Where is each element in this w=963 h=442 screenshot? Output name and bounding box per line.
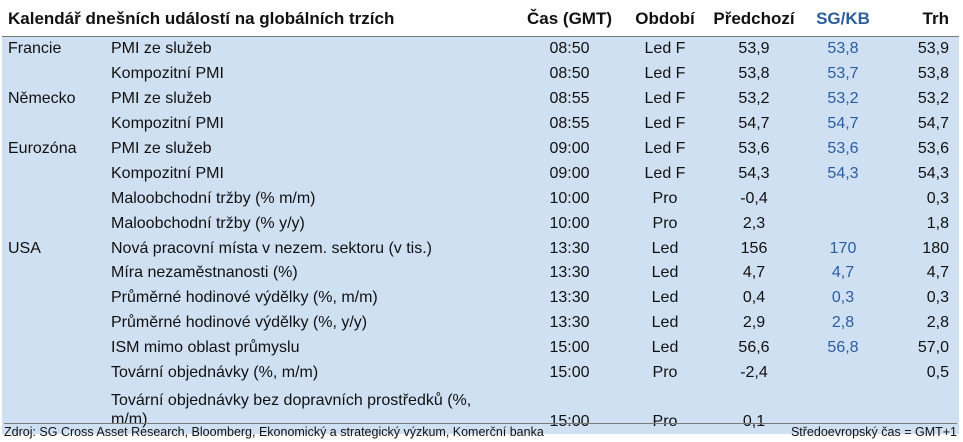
table-row xyxy=(2,236,959,261)
table-row xyxy=(2,37,959,62)
header-time: Čas (GMT) xyxy=(514,2,625,37)
table-row xyxy=(2,62,959,87)
previous-cell: 0,4 xyxy=(705,286,803,311)
country-cell xyxy=(2,112,105,137)
country-cell: USA xyxy=(2,236,105,261)
footer xyxy=(4,423,957,442)
period-cell: Led F xyxy=(625,87,705,112)
timezone-note: Středoevropský čas = GMT+1 xyxy=(790,425,957,439)
indicator-cell: Průměrné hodinové výdělky (%, m/m) xyxy=(105,286,514,311)
time-cell: 09:00 xyxy=(514,137,625,162)
sgkb-forecast-cell: 54,3 xyxy=(803,161,883,186)
table-row xyxy=(2,336,959,361)
period-cell: Led F xyxy=(625,62,705,87)
calendar-panel xyxy=(2,2,959,431)
period-cell: Led xyxy=(625,286,705,311)
time-cell: 08:50 xyxy=(514,62,625,87)
sgkb-forecast-cell: 53,2 xyxy=(803,87,883,112)
period-cell: Led xyxy=(625,236,705,261)
indicator-cell: Tovární objednávky (%, m/m) xyxy=(105,361,514,386)
period-cell: Led xyxy=(625,261,705,286)
previous-cell: -0,4 xyxy=(705,186,803,211)
time-cell: 08:50 xyxy=(514,37,625,62)
previous-cell: 54,7 xyxy=(705,112,803,137)
indicator-cell: PMI ze služeb xyxy=(105,137,514,162)
sgkb-forecast-cell xyxy=(803,361,883,386)
table-row xyxy=(2,137,959,162)
time-cell: 08:55 xyxy=(514,112,625,137)
period-cell: Led F xyxy=(625,37,705,62)
header-period: Období xyxy=(625,2,705,37)
country-cell xyxy=(2,336,105,361)
period-cell: Pro xyxy=(625,361,705,386)
sgkb-forecast-cell: 170 xyxy=(803,236,883,261)
header-market: Trh xyxy=(883,2,959,37)
period-cell: Pro xyxy=(625,211,705,236)
country-cell xyxy=(2,62,105,87)
country-cell xyxy=(2,261,105,286)
period-cell: Led xyxy=(625,311,705,336)
sgkb-forecast-cell xyxy=(803,186,883,211)
table-title: Kalendář dnešních událostí na globálních trzích xyxy=(2,2,514,37)
country-cell: Německo xyxy=(2,87,105,112)
market-forecast-cell: 53,9 xyxy=(883,37,959,62)
events-table xyxy=(2,2,959,434)
previous-cell: 53,2 xyxy=(705,87,803,112)
table-row xyxy=(2,87,959,112)
indicator-cell: Kompozitní PMI xyxy=(105,161,514,186)
market-forecast-cell: 180 xyxy=(883,236,959,261)
previous-cell: 54,3 xyxy=(705,161,803,186)
header-row xyxy=(2,2,959,37)
indicator-cell: Kompozitní PMI xyxy=(105,112,514,137)
market-forecast-cell: 53,6 xyxy=(883,137,959,162)
time-cell: 13:30 xyxy=(514,286,625,311)
market-forecast-cell: 54,3 xyxy=(883,161,959,186)
table-row xyxy=(2,286,959,311)
indicator-cell: Maloobchodní tržby (% m/m) xyxy=(105,186,514,211)
market-forecast-cell: 53,2 xyxy=(883,87,959,112)
country-cell: Francie xyxy=(2,37,105,62)
sgkb-forecast-cell xyxy=(803,211,883,236)
indicator-cell: Maloobchodní tržby (% y/y) xyxy=(105,211,514,236)
indicator-cell: ISM mimo oblast průmyslu xyxy=(105,336,514,361)
country-cell xyxy=(2,161,105,186)
period-cell: Led xyxy=(625,336,705,361)
indicator-cell: PMI ze služeb xyxy=(105,87,514,112)
sgkb-forecast-cell: 53,7 xyxy=(803,62,883,87)
sgkb-forecast-cell: 0,3 xyxy=(803,286,883,311)
indicator-cell: Míra nezaměstnanosti (%) xyxy=(105,261,514,286)
previous-cell: 2,3 xyxy=(705,211,803,236)
indicator-cell: PMI ze služeb xyxy=(105,37,514,62)
header-sgkb: SG/KB xyxy=(803,2,883,37)
time-cell: 15:00 xyxy=(514,336,625,361)
source-note: Zdroj: SG Cross Asset Research, Bloomberg, Ekonomický a strategický výzkum, Komerční banka xyxy=(4,425,544,439)
market-forecast-cell: 0,3 xyxy=(883,186,959,211)
previous-cell: 53,9 xyxy=(705,37,803,62)
time-cell: 09:00 xyxy=(514,161,625,186)
market-forecast-cell: 53,8 xyxy=(883,62,959,87)
time-cell: 10:00 xyxy=(514,211,625,236)
market-forecast-cell: 4,7 xyxy=(883,261,959,286)
country-cell xyxy=(2,211,105,236)
market-forecast-cell: 2,8 xyxy=(883,311,959,336)
period-cell: Led F xyxy=(625,137,705,162)
previous-cell: 2,9 xyxy=(705,311,803,336)
previous-cell: 53,8 xyxy=(705,62,803,87)
time-cell: 13:30 xyxy=(514,311,625,336)
time-cell: 15:00 xyxy=(514,385,625,434)
table-row xyxy=(2,112,959,137)
indicator-cell: Tovární objednávky bez dopravních prostředků (%, m/m) xyxy=(105,385,514,434)
period-cell: Pro xyxy=(625,385,705,434)
market-forecast-cell: 54,7 xyxy=(883,112,959,137)
country-cell xyxy=(2,286,105,311)
table-row xyxy=(2,186,959,211)
previous-cell: 0,1 xyxy=(705,385,803,434)
period-cell: Led F xyxy=(625,161,705,186)
previous-cell: -2,4 xyxy=(705,361,803,386)
sgkb-forecast-cell: 2,8 xyxy=(803,311,883,336)
previous-cell: 156 xyxy=(705,236,803,261)
time-cell: 15:00 xyxy=(514,361,625,386)
table-row xyxy=(2,211,959,236)
time-cell: 13:30 xyxy=(514,261,625,286)
table-row xyxy=(2,161,959,186)
market-forecast-cell: 1,8 xyxy=(883,211,959,236)
indicator-cell: Nová pracovní místa v nezem. sektoru (v tis.) xyxy=(105,236,514,261)
sgkb-forecast-cell: 53,8 xyxy=(803,37,883,62)
sgkb-forecast-cell: 53,6 xyxy=(803,137,883,162)
indicator-cell: Kompozitní PMI xyxy=(105,62,514,87)
table-row xyxy=(2,361,959,386)
previous-cell: 53,6 xyxy=(705,137,803,162)
sgkb-forecast-cell: 56,8 xyxy=(803,336,883,361)
header-previous: Předchozí xyxy=(705,2,803,37)
period-cell: Led F xyxy=(625,112,705,137)
previous-cell: 56,6 xyxy=(705,336,803,361)
time-cell: 10:00 xyxy=(514,186,625,211)
table-row xyxy=(2,261,959,286)
time-cell: 08:55 xyxy=(514,87,625,112)
sgkb-forecast-cell: 54,7 xyxy=(803,112,883,137)
time-cell: 13:30 xyxy=(514,236,625,261)
country-cell xyxy=(2,186,105,211)
indicator-cell: Průměrné hodinové výdělky (%, y/y) xyxy=(105,311,514,336)
previous-cell: 4,7 xyxy=(705,261,803,286)
market-forecast-cell: 57,0 xyxy=(883,336,959,361)
market-forecast-cell: 0,3 xyxy=(883,286,959,311)
period-cell: Pro xyxy=(625,186,705,211)
market-forecast-cell: 0,5 xyxy=(883,361,959,386)
table-row xyxy=(2,311,959,336)
sgkb-forecast-cell: 4,7 xyxy=(803,261,883,286)
country-cell: Eurozóna xyxy=(2,137,105,162)
country-cell xyxy=(2,311,105,336)
country-cell xyxy=(2,361,105,386)
